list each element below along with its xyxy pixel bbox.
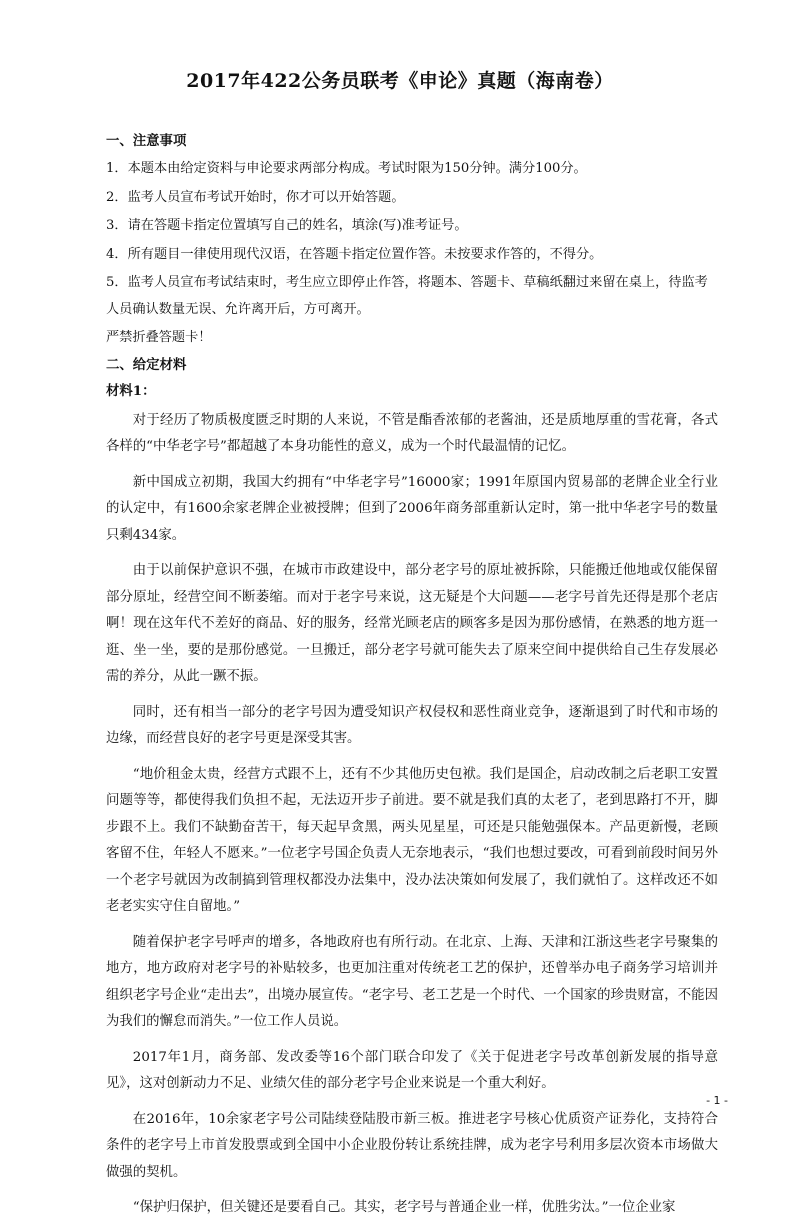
- material-paragraph-1: 对于经历了物质极度匮乏时期的人来说，不管是酯香浓郁的老酱油，还是质地厚重的雪花膏，各式各样的“中华老字号”都超越了本身功能性的意义，成为一个时代最温情的记忆。: [106, 412, 718, 454]
- notice-item-5: 5．监考人员宣布考试结束时，考生应立即停止作答，将题本、答题卡、草稿纸翻过来留在桌上，待监考人员确认数量无误、允许离开后，方可离开。: [106, 275, 708, 317]
- material-paragraph-7: 2017年1月，商务部、发改委等16个部门联合印发了《关于促进老字号改革创新发展的指导意见》，这对创新动力不足、业绩欠佳的部分老字号企业来说是一个重大利好。: [106, 1049, 718, 1091]
- document-body: [106, 130, 718, 1231]
- material-paragraph-2: 新中国成立初期，我国大约拥有“中华老字号”16000家；1991年原国内贸易部的老牌企业全行业的认定中，有1600余家老牌企业被授牌；但到了2006年商务部重新认定时，第一批中华老字号的数量只剩434家。: [106, 474, 718, 543]
- section-heading-materials: 二、给定材料: [106, 356, 187, 373]
- material-paragraph-3: 由于以前保护意识不强，在城市市政建设中，部分老字号的原址被拆除，只能搬迁他地或仅能保留部分原址，经营空间不断萎缩。而对于老字号来说，这无疑是个大问题——老字号首先还得是那个老店啊！现在这年代不差好的商品、好的服务，经常光顾老店的顾客多是因为那份感情，在熟悉的地方逛一逛、坐一坐，要的是那份感觉。一旦搬迁，部分老字号就可能失去了原来空间中提供给自己生存发展必需的养分，从此一蹶不振。: [106, 563, 718, 684]
- document-title: 2017年422公务员联考《申论》真题（海南卷）: [186, 70, 614, 92]
- notice-item-4: 4．所有题目一律使用现代汉语，在答题卡指定位置作答。未按要求作答的，不得分。: [106, 246, 603, 262]
- material-paragraph-6: 随着保护老字号呼声的增多，各地政府也有所行动。在北京、上海、天津和江浙这些老字号聚集的地方，地方政府对老字号的补贴较多，也更加注重对传统老工艺的保护，还曾举办电子商务学习培训并组织老字号企业“走出去”，出境办展宣传。“老字号、老工艺是一个时代、一个国家的珍贵财富，不能因为我们的懈怠而消失。”一位工作人员说。: [106, 934, 718, 1029]
- material-label: 材料1：: [106, 382, 156, 399]
- page-number: - 1 -: [706, 1094, 728, 1107]
- notice-item-3: 3．请在答题卡指定位置填写自己的姓名，填涂(写)准考证号。: [106, 218, 468, 233]
- section-heading-notes: 一、注意事项: [106, 133, 187, 149]
- material-paragraph-8: 在2016年，10余家老字号公司陆续登陆股市新三板。推进老字号核心优质资产证券化，支持符合条件的老字号上市首发股票或到全国中小企业股份转让系统挂牌，成为老字号利用多层次资本市场做大做强的契机。: [106, 1111, 718, 1180]
- notice-item-1: 1．本题本由给定资料与申论要求两部分构成。考试时限为150分钟。满分100分。: [106, 161, 587, 176]
- notice-item-2: 2．监考人员宣布考试开始时，你才可以开始答题。: [106, 189, 405, 205]
- material-paragraph-5: “地价租金太贵，经营方式跟不上，还有不少其他历史包袱。我们是国企，启动改制之后老职工安置问题等等，都使得我们负担不起，无法迈开步子前进。要不就是我们真的太老了，老到思路打不开，脚步跟不上。我们不缺勤奋苦干，每天起早贪黑，两头见星星，可还是只能勉强保本。产品更新慢，老顾客留不住，年轻人不愿来。”一位老字号国企负责人无奈地表示，“我们也想过要改，可看到前段时间另外一个老字号就因为改制搞到管理权都没办法集中，没办法决策如何发展了，我们就怕了。这样改还不如老老实实守住自留地。”: [106, 766, 718, 914]
- material-paragraph-4: 同时，还有相当一部分的老字号因为遭受知识产权侵权和恶性商业竞争，逐渐退到了时代和市场的边缘，而经营良好的老字号更是深受其害。: [106, 704, 718, 746]
- notice-warning: 严禁折叠答题卡！: [106, 330, 212, 345]
- material-paragraph-9: “保护归保护，但关键还是要看自己。其实，老字号与普通企业一样，优胜劣汰。”一位企业家: [132, 1200, 676, 1215]
